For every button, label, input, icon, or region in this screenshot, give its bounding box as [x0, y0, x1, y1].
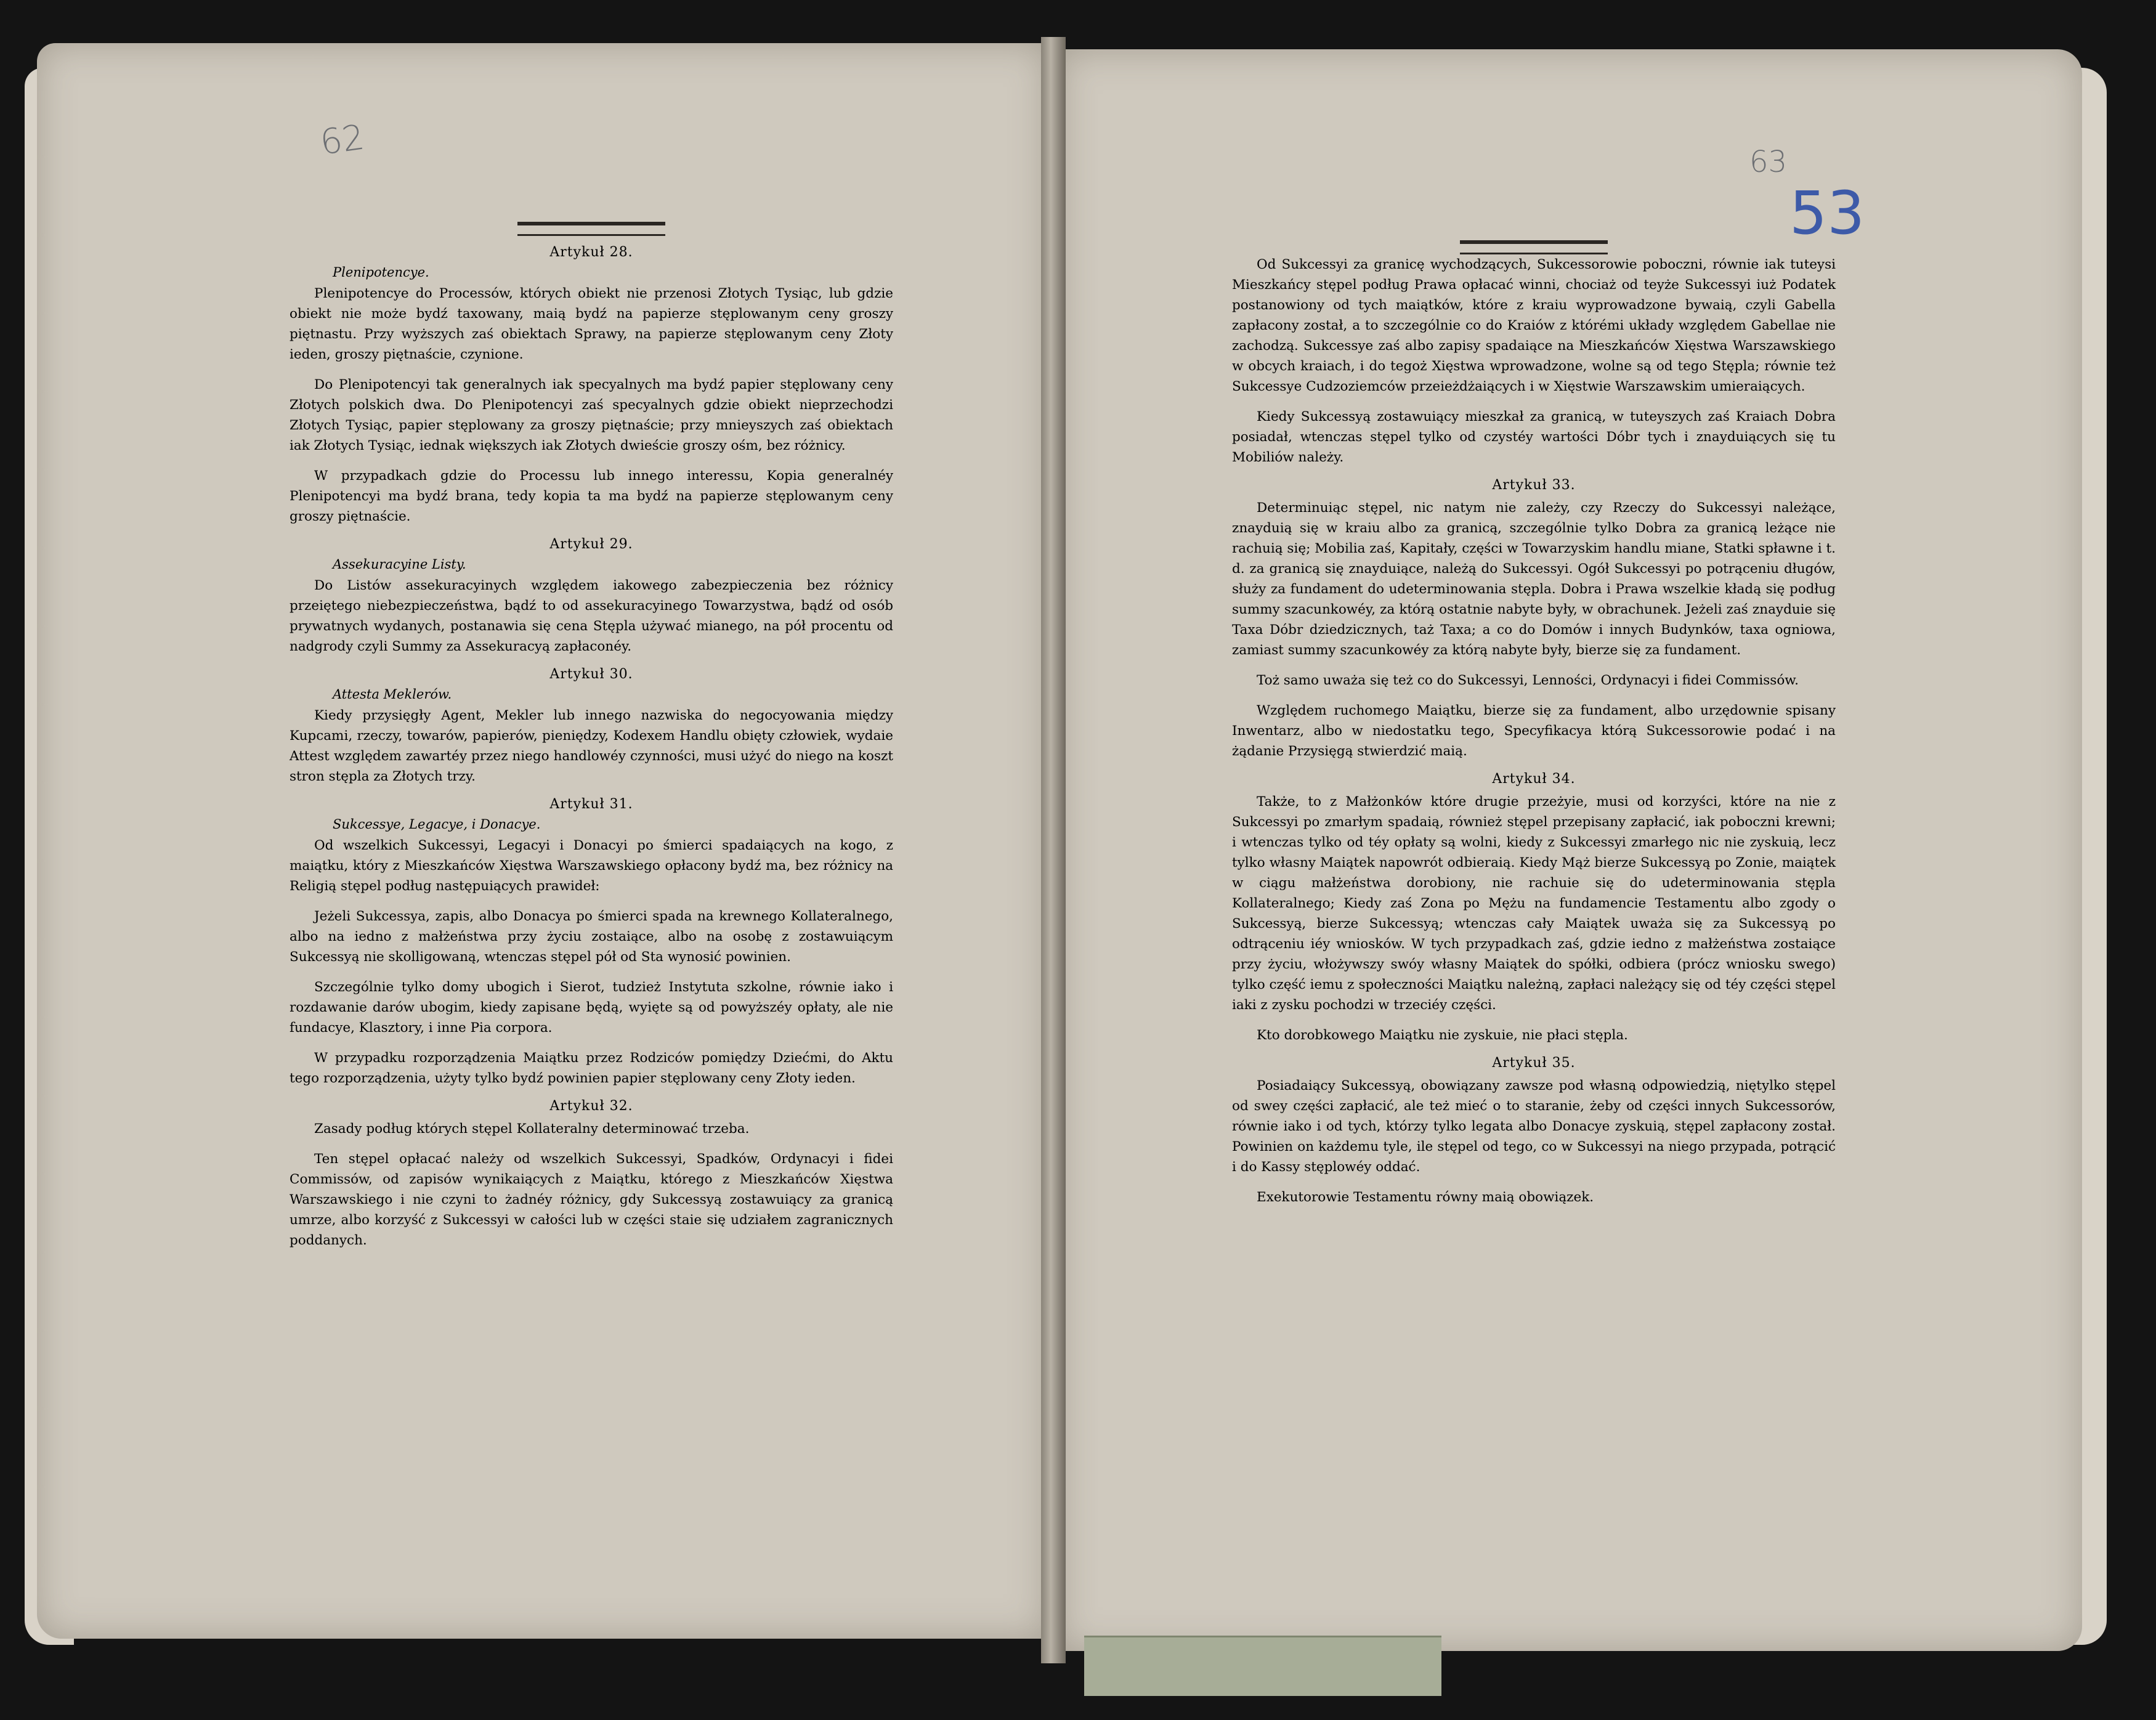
- left-text-column: [290, 222, 893, 1260]
- ornament-rule-right: [1460, 240, 1608, 254]
- book-spine: [1041, 37, 1066, 1663]
- article-34-heading: Artykuł 34.: [1492, 771, 1576, 787]
- article-35-heading: Artykuł 35.: [1492, 1055, 1576, 1071]
- right-paragraph-1: Od Sukcessyi za granicę wychodzących, Sukcessorowie poboczni, równie iak tuteysi Mieszkańcy stępel podług Prawa opłacać winni, chociaż od teyże Sukcessyi iuż Podatek postanowiony od tych maiątków, które z kraiu wyprowadzone bywaią, czyli Gabella zapłacony został, a to szczególnie co do Kraiów z którémi układy względem Gabellae nie zachodzą. Sukcessye zaś albo zapisy spadaiące na Mieszkańców Xięstwa Warszawskiego w obcych kraiach, i do tegoż Xięstwa wprowadzone, wolne są od tego Stępla; równie też Sukcessye Cudzoziemców przeieżdżaiących i w Xięstwie Warszawskim umieraiących.: [1232, 257, 1836, 394]
- article-33-heading: Artykuł 33.: [1492, 477, 1576, 493]
- article-33-paragraph-1: Determinuiąc stępel, nic natym nie zależy, czy Rzeczy do Sukcessyi należące, znayduią się w kraiu albo za granicą, szczególnie tylko Dobra za granicą leżące nie rachuią się; Mobilia zaś, Kapitały, części w Towarzyskim handlu miane, Statki spławne i t. d. za granicą się znayduiące, należą do Sukcessyi. Ogół Sukcessyi po potrąceniu długów, służy za fundament do udeterminowania stępla. Dobra i Prawa wszelkie kładą się podług summy szacunkowéy, za którą ostatnie nabyte były, w obrachunek. Jeżeli zaś znayduie się Taxa Dóbr dziedzicznych, taż Taxa; a co do Domów i innych Budynków, taxa ogniowa, zamiast summy szacunkowéy za którą nabyte były, bierze się za fundament.: [1232, 500, 1836, 658]
- article-33-paragraph-3: Względem ruchomego Maiątku, bierze się za fundament, albo urzędownie spisany Inwentarz, albo w niedostatku tego, Specyfikacya którą Sukcessorowie podać i na żądanie Przysięgą stwierdzić maią.: [1232, 703, 1836, 759]
- article-30-heading: Artykuł 30.: [549, 667, 633, 682]
- article-31-paragraph-2: Jeżeli Sukcessya, zapis, albo Donacya po śmierci spada na krewnego Kollateralnego, albo na iedno z małżeństwa przy życiu zostaiące, albo na osobę z zostawuiącym Sukcessyą nie skolligowaną, wtenczas stępel pół od Sta wynosić powinien.: [290, 909, 893, 965]
- article-32-paragraph-1: Zasady podług których stępel Kollateralny determinować trzeba.: [314, 1121, 750, 1137]
- article-31-paragraph-4: W przypadku rozporządzenia Maiątku przez Rodziców pomiędzy Dziećmi, do Aktu tego rozporządzenia, użyty tylko bydź powinien papier stęplowany ceny Złoty ieden.: [290, 1050, 893, 1086]
- article-30-paragraph-1: Kiedy przysięgły Agent, Mekler lub innego nazwiska do negocyowania między Kupcami, rzeczy, towarów, papierów, pieniędzy, Kodexem Handlu obięty człowiek, wydaie Attest względem zawartéy przez niego handlowéy czynności, musi użyć do niego na koszt stron stępla za Złotych trzy.: [290, 708, 893, 784]
- article-34-paragraph-2: Kto dorobkowego Maiątku nie zyskuie, nie płaci stępla.: [1257, 1028, 1628, 1043]
- right-page-number: 63: [1749, 145, 1788, 179]
- article-29-paragraph-1: Do Listów assekuracyinych względem iakowego zabezpieczenia bez różnicy przeiętego niebezpieczeństwa, bądź to od assekuracyinego Towarzystwa, bądź od osób prywatnych wydanych, postanawia się cena Stępla używać mianego, na pół procentu od nadgrody czyli Summy za Assekuracyą zapłaconéy.: [290, 578, 893, 654]
- right-text-column: [1232, 240, 1836, 1217]
- article-29-heading: Artykuł 29.: [549, 537, 633, 552]
- binding-tape: [1084, 1636, 1441, 1696]
- article-30-subtitle: Attesta Meklerów.: [333, 687, 452, 702]
- article-29-subtitle: Assekuracyine Listy.: [333, 557, 466, 572]
- article-28-paragraph-1: Plenipotencye do Processów, których obiekt nie przenosi Złotych Tysiąc, lub gdzie obiekt nie może bydź taxowany, maią bydź na papierze stęplowanym ceny groszy piętnastu. Przy wyższych zaś obiektach Sprawy, na papierze stęplowanym ceny Złoty ieden, groszy piętnaście, czynione.: [290, 286, 893, 362]
- right-folio-stamp: 53: [1789, 179, 1865, 248]
- article-32-heading: Artykuł 32.: [549, 1098, 633, 1114]
- article-31-paragraph-3: Szczególnie tylko domy ubogich i Sierot, tudzież Instytuta szkolne, równie iako i rozdawanie darów ubogim, kiedy zapisane będą, wyięte są od powyższéy opłaty, ale nie fundacye, Klasztory, i inne Pia corpora.: [290, 980, 893, 1036]
- article-28-paragraph-3: W przypadkach gdzie do Processu lub innego interessu, Kopia generalnéy Plenipotencyi ma bydź brana, tedy kopia ta ma bydź na papierze stęplowanym ceny groszy piętnaście.: [290, 468, 893, 524]
- ornament-rule: [517, 222, 665, 236]
- article-32-paragraph-2: Ten stępel opłacać należy od wszelkich Sukcessyi, Spadków, Ordynacyi i fidei Commissów, od zapisów wynikaiących z Maiątku, którego z Mieszkańców Xięstwa Warszawskiego i nie czyni to żadnéy różnicy, gdy Sukcessyą zostawuiący za granicą umrze, albo korzyść z Sukcessyi w całości lub w części staie się udziałem zagranicznych poddanych.: [290, 1151, 893, 1248]
- left-page-number: 62: [317, 117, 367, 163]
- article-35-paragraph-2: Exekutorowie Testamentu równy maią obowiązek.: [1257, 1190, 1594, 1205]
- article-35-paragraph-1: Posiadaiący Sukcessyą, obowiązany zawsze pod własną odpowiedzią, niętylko stępel od swey części zapłacić, ale też mieć o to staranie, żeby od części innych Sukcessorów, równie iako i od tych, którzy tylko legata albo Donacye zyskuią, stępel zapłacony został. Powinien on każdemu tyle, ile stępel od tego, co w Sukcessyi na niego przypada, potrącić i do Kassy stęplowéy oddać.: [1232, 1078, 1836, 1175]
- article-31-subtitle: Sukcessye, Legacye, i Donacye.: [333, 817, 541, 832]
- right-paragraph-2: Kiedy Sukcessyą zostawuiący mieszkał za granicą, w tuteyszych zaś Kraiach Dobra posiadał, wtenczas stępel tylko od czystéy wartości Dóbr tych i znayduiących się tu Mobiliów należy.: [1232, 409, 1836, 465]
- article-31-heading: Artykuł 31.: [549, 797, 633, 812]
- article-28-subtitle: Plenipotencye.: [333, 265, 429, 280]
- article-34-paragraph-1: Także, to z Małżonków które drugie przeżyie, musi od korzyści, które na nie z Sukcessyi po zmarłym spadaią, również stępel przepisany zapłacić, iak poboczni krewni; i wtenczas tylko od téy opłaty są wolni, kiedy z Sukcessyi zmarłego nic nie zyskuią, lecz tylko własny Maiątek napowrót odbieraią. Kiedy Mąż bierze Sukcessyą po Zonie, maiątek w ciągu małżeństwa dorobiony, nie rachuie się do udeterminowania stępla Kollateralnego; Kiedy zaś Zona po Mężu na fundamencie Testamentu albo zgody o Sukcessyą, bierze Sukcessyą; wtenczas cały Maiątek uważa się za Sukcessyą po odtrąceniu iéy wniosków. W tych przypadkach zaś, gdzie iedno z małżeństwa zostaiące przy życiu, włożywszy swóy własny Maiątek do spółki, odbiera (prócz wniosku swego) tylko część iemu z społeczności Maiątku należną, zapłaci należący się od téy części stępel iaki z zysku pochodzi w trzeciéy części.: [1232, 794, 1836, 1013]
- article-33-paragraph-2: Toż samo uważa się też co do Sukcessyi, Lenności, Ordynacyi i fidei Commissów.: [1257, 673, 1799, 688]
- article-31-paragraph-1: Od wszelkich Sukcessyi, Legacyi i Donacyi po śmierci spadaiących na kogo, z maiątku, który z Mieszkańców Xięstwa Warszawskiego opłacony bydź ma, bez różnicy na Religią stępel podług następuiących prawideł:: [290, 838, 893, 894]
- article-28-paragraph-2: Do Plenipotencyi tak generalnych iak specyalnych ma bydź papier stęplowany ceny Złotych polskich dwa. Do Plenipotencyi zaś specyalnych gdzie obiekt nieprzechodzi Złotych Tysiąc, papier stęplowany za groszy piętnaście; przy mnieyszych zaś obiektach iak Złotych Tysiąc, iednak większych iak Złotych dwieście groszy ośm, bez różnicy.: [290, 377, 893, 453]
- article-28-heading: Artykuł 28.: [549, 245, 633, 260]
